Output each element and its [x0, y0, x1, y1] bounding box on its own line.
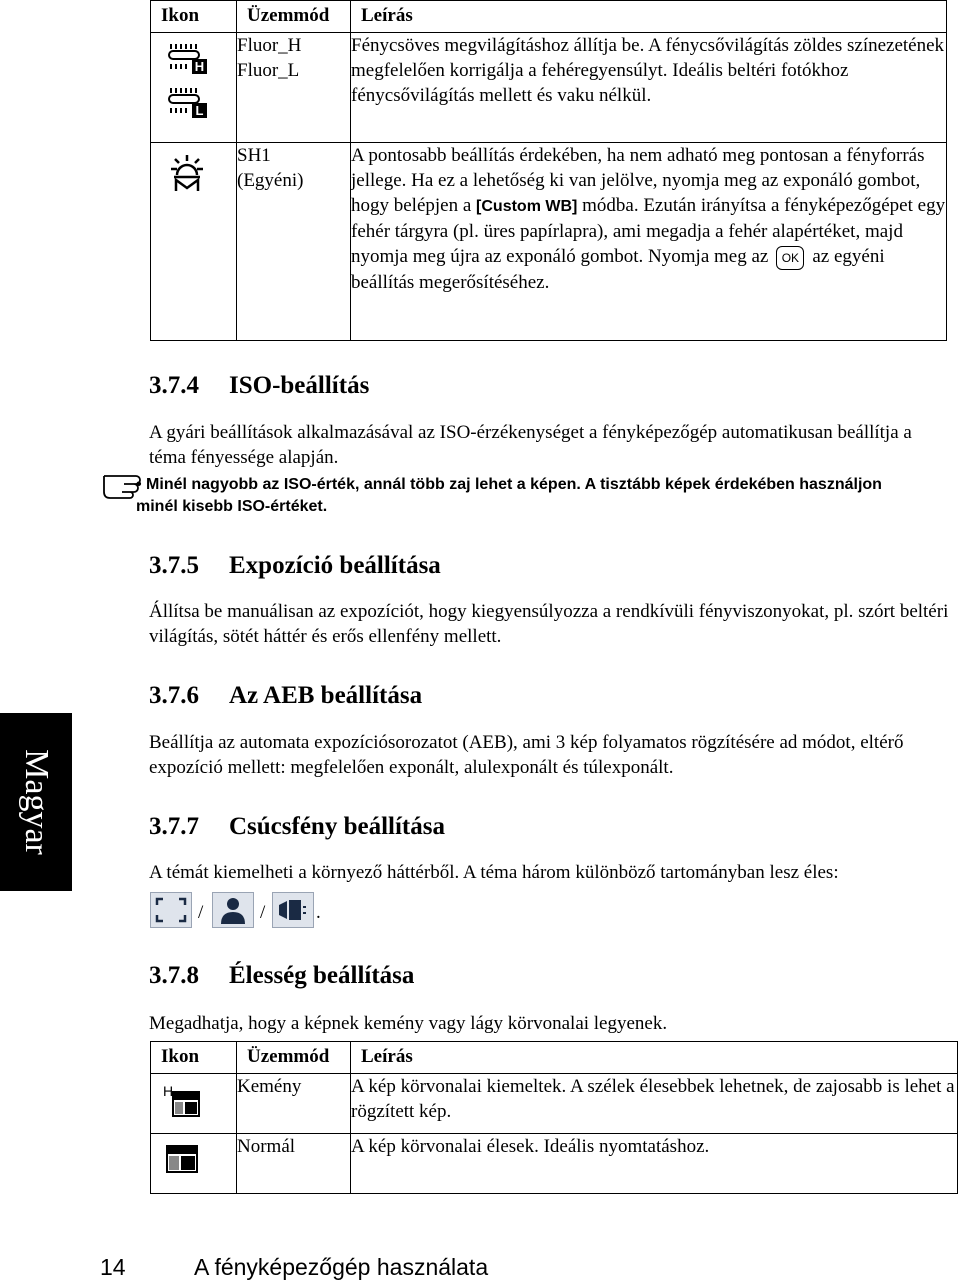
icon-cell — [151, 1074, 237, 1134]
mode-cell — [237, 33, 351, 143]
table-row — [151, 1074, 958, 1134]
section-heading-highlight — [149, 813, 445, 841]
separator: / — [198, 902, 204, 923]
description-cell: A kép körvonalai kiemeltek. A szélek élesebbek lehetnek, de zajosabb is lehet a rögzített kép. — [351, 1074, 958, 1134]
header-description: Leírás — [351, 1042, 958, 1074]
section-number: 3.7.7 — [149, 813, 199, 840]
fluorescent-l-icon — [165, 83, 225, 123]
table-header-row — [151, 1, 947, 33]
description-cell — [351, 143, 947, 341]
section-heading-exposure — [149, 552, 441, 580]
sentence-end: . — [316, 902, 321, 923]
mode-cell: Normál — [237, 1134, 351, 1194]
custom-wb-label: [Custom WB] — [476, 198, 578, 215]
mode-line: Fluor_H — [237, 35, 302, 56]
section-title: Élesség beállítása — [229, 962, 415, 989]
section-number: 3.7.5 — [149, 552, 199, 579]
section-number: 3.7.6 — [149, 682, 199, 709]
sharpness-table — [150, 1041, 958, 1194]
description-text: módba. Ezután irányítsa a fényképezőgépet egy fehér tárgyra (pl. üres papírlapra), ami megadja a fehér alapértéket, majd nyomja meg újra az exponáló gombot. Nyomja meg az — [351, 195, 946, 267]
section-title: Expozíció beállítása — [229, 552, 441, 579]
section-title: Csúcsfény beállítása — [229, 813, 445, 840]
description-cell: Fénycsöves megvilágításhoz állítja be. A fénycsővilágítás zöldes színezetének megfelelően korrigálja a fehéregyensúlyt. Ideális beltéri fotókhoz fénycsővilágítás mellett és vaku nélkül. — [351, 33, 947, 143]
header-description: Leírás — [351, 1, 947, 33]
custom-wb-icon — [167, 153, 207, 193]
mode-cell: Kemény — [237, 1074, 351, 1134]
mode-line: (Egyéni) — [237, 170, 304, 191]
exposure-text: Állítsa be manuálisan az expozíciót, hogy kiegyensúlyozza a rendkívüli fényviszonyokat, pl. szórt beltéri világítás, sötét háttér és erős ellenfény mellett. — [149, 601, 949, 647]
section-number: 3.7.8 — [149, 962, 199, 989]
fluorescent-h-letter: H — [194, 59, 205, 74]
mode-cell — [237, 143, 351, 341]
section-heading-sharpness — [149, 962, 414, 990]
sharpness-text: Megadhatja, hogy a képnek kemény vagy lágy körvonalai legyenek. — [149, 1013, 668, 1034]
sharpness-hard-icon — [161, 1082, 205, 1120]
ok-button-icon: OK — [776, 246, 804, 270]
icon-cell — [151, 1134, 237, 1194]
sharpness-normal-icon — [161, 1140, 205, 1178]
iso-note: • Minél nagyobb az ISO-érték, annál több zaj lehet a képen. A tisztább képek érdekében használjon minél kisebb ISO-értéket. — [136, 476, 882, 515]
header-mode: Üzemmód — [237, 1, 351, 33]
table-row — [151, 33, 947, 143]
header-mode: Üzemmód — [237, 1042, 351, 1074]
fluorescent-l-letter: L — [195, 103, 204, 118]
language-side-tab — [0, 713, 72, 891]
focus-area-spot-icon — [272, 892, 314, 928]
section-title: ISO-beállítás — [229, 372, 370, 399]
aeb-text: Beállítja az automata expozíciósorozatot (AEB), ami 3 kép folyamatos rögzítésére ad módot, eltérő expozíció mellett: megfelelően exponált, alulexponált és túlexponált. — [149, 732, 904, 778]
hard-letter: H — [163, 1083, 174, 1099]
icon-cell — [151, 143, 237, 341]
side-tab-label: Magyar — [18, 749, 55, 855]
section-number: 3.7.4 — [149, 372, 199, 399]
page-number: 14 — [100, 1254, 126, 1280]
section-heading-iso — [149, 372, 369, 400]
section-heading-aeb — [149, 682, 422, 710]
focus-area-portrait-icon — [212, 892, 254, 928]
fluorescent-h-icon — [165, 39, 225, 79]
table-header-row — [151, 1042, 958, 1074]
iso-text: A gyári beállítások alkalmazásával az ISO-érzékenységet a fényképezőgép automatikusan beállítja a téma fényessége alapján. — [149, 422, 912, 468]
mode-line: Fluor_L — [237, 60, 300, 81]
separator: / — [260, 902, 266, 923]
header-icon: Ikon — [151, 1, 237, 33]
table-row — [151, 143, 947, 341]
table-row — [151, 1134, 958, 1194]
header-icon: Ikon — [151, 1042, 237, 1074]
section-title: Az AEB beállítása — [229, 682, 423, 709]
white-balance-table — [150, 0, 947, 341]
description-text: az egyéni beállítás megerősítéséhez. — [351, 246, 885, 293]
highlight-text: A témát kiemelheti a környező háttérből. A téma három különböző tartományban lesz éles: — [149, 862, 839, 883]
description-text: A pontosabb beállítás érdekében, ha nem adható meg pontosan a fényforrás jellege. Ha ez a lehetőség ki van jelölve, nyomja meg az exponáló gombot, hogy belépjen a — [351, 145, 925, 216]
icon-cell — [151, 33, 237, 143]
mode-line: SH1 — [237, 145, 271, 166]
footer-title: A fényképezőgép használata — [194, 1254, 489, 1280]
focus-area-wide-icon — [150, 892, 192, 928]
description-cell: A kép körvonalai élesek. Ideális nyomtatáshoz. — [351, 1134, 958, 1194]
